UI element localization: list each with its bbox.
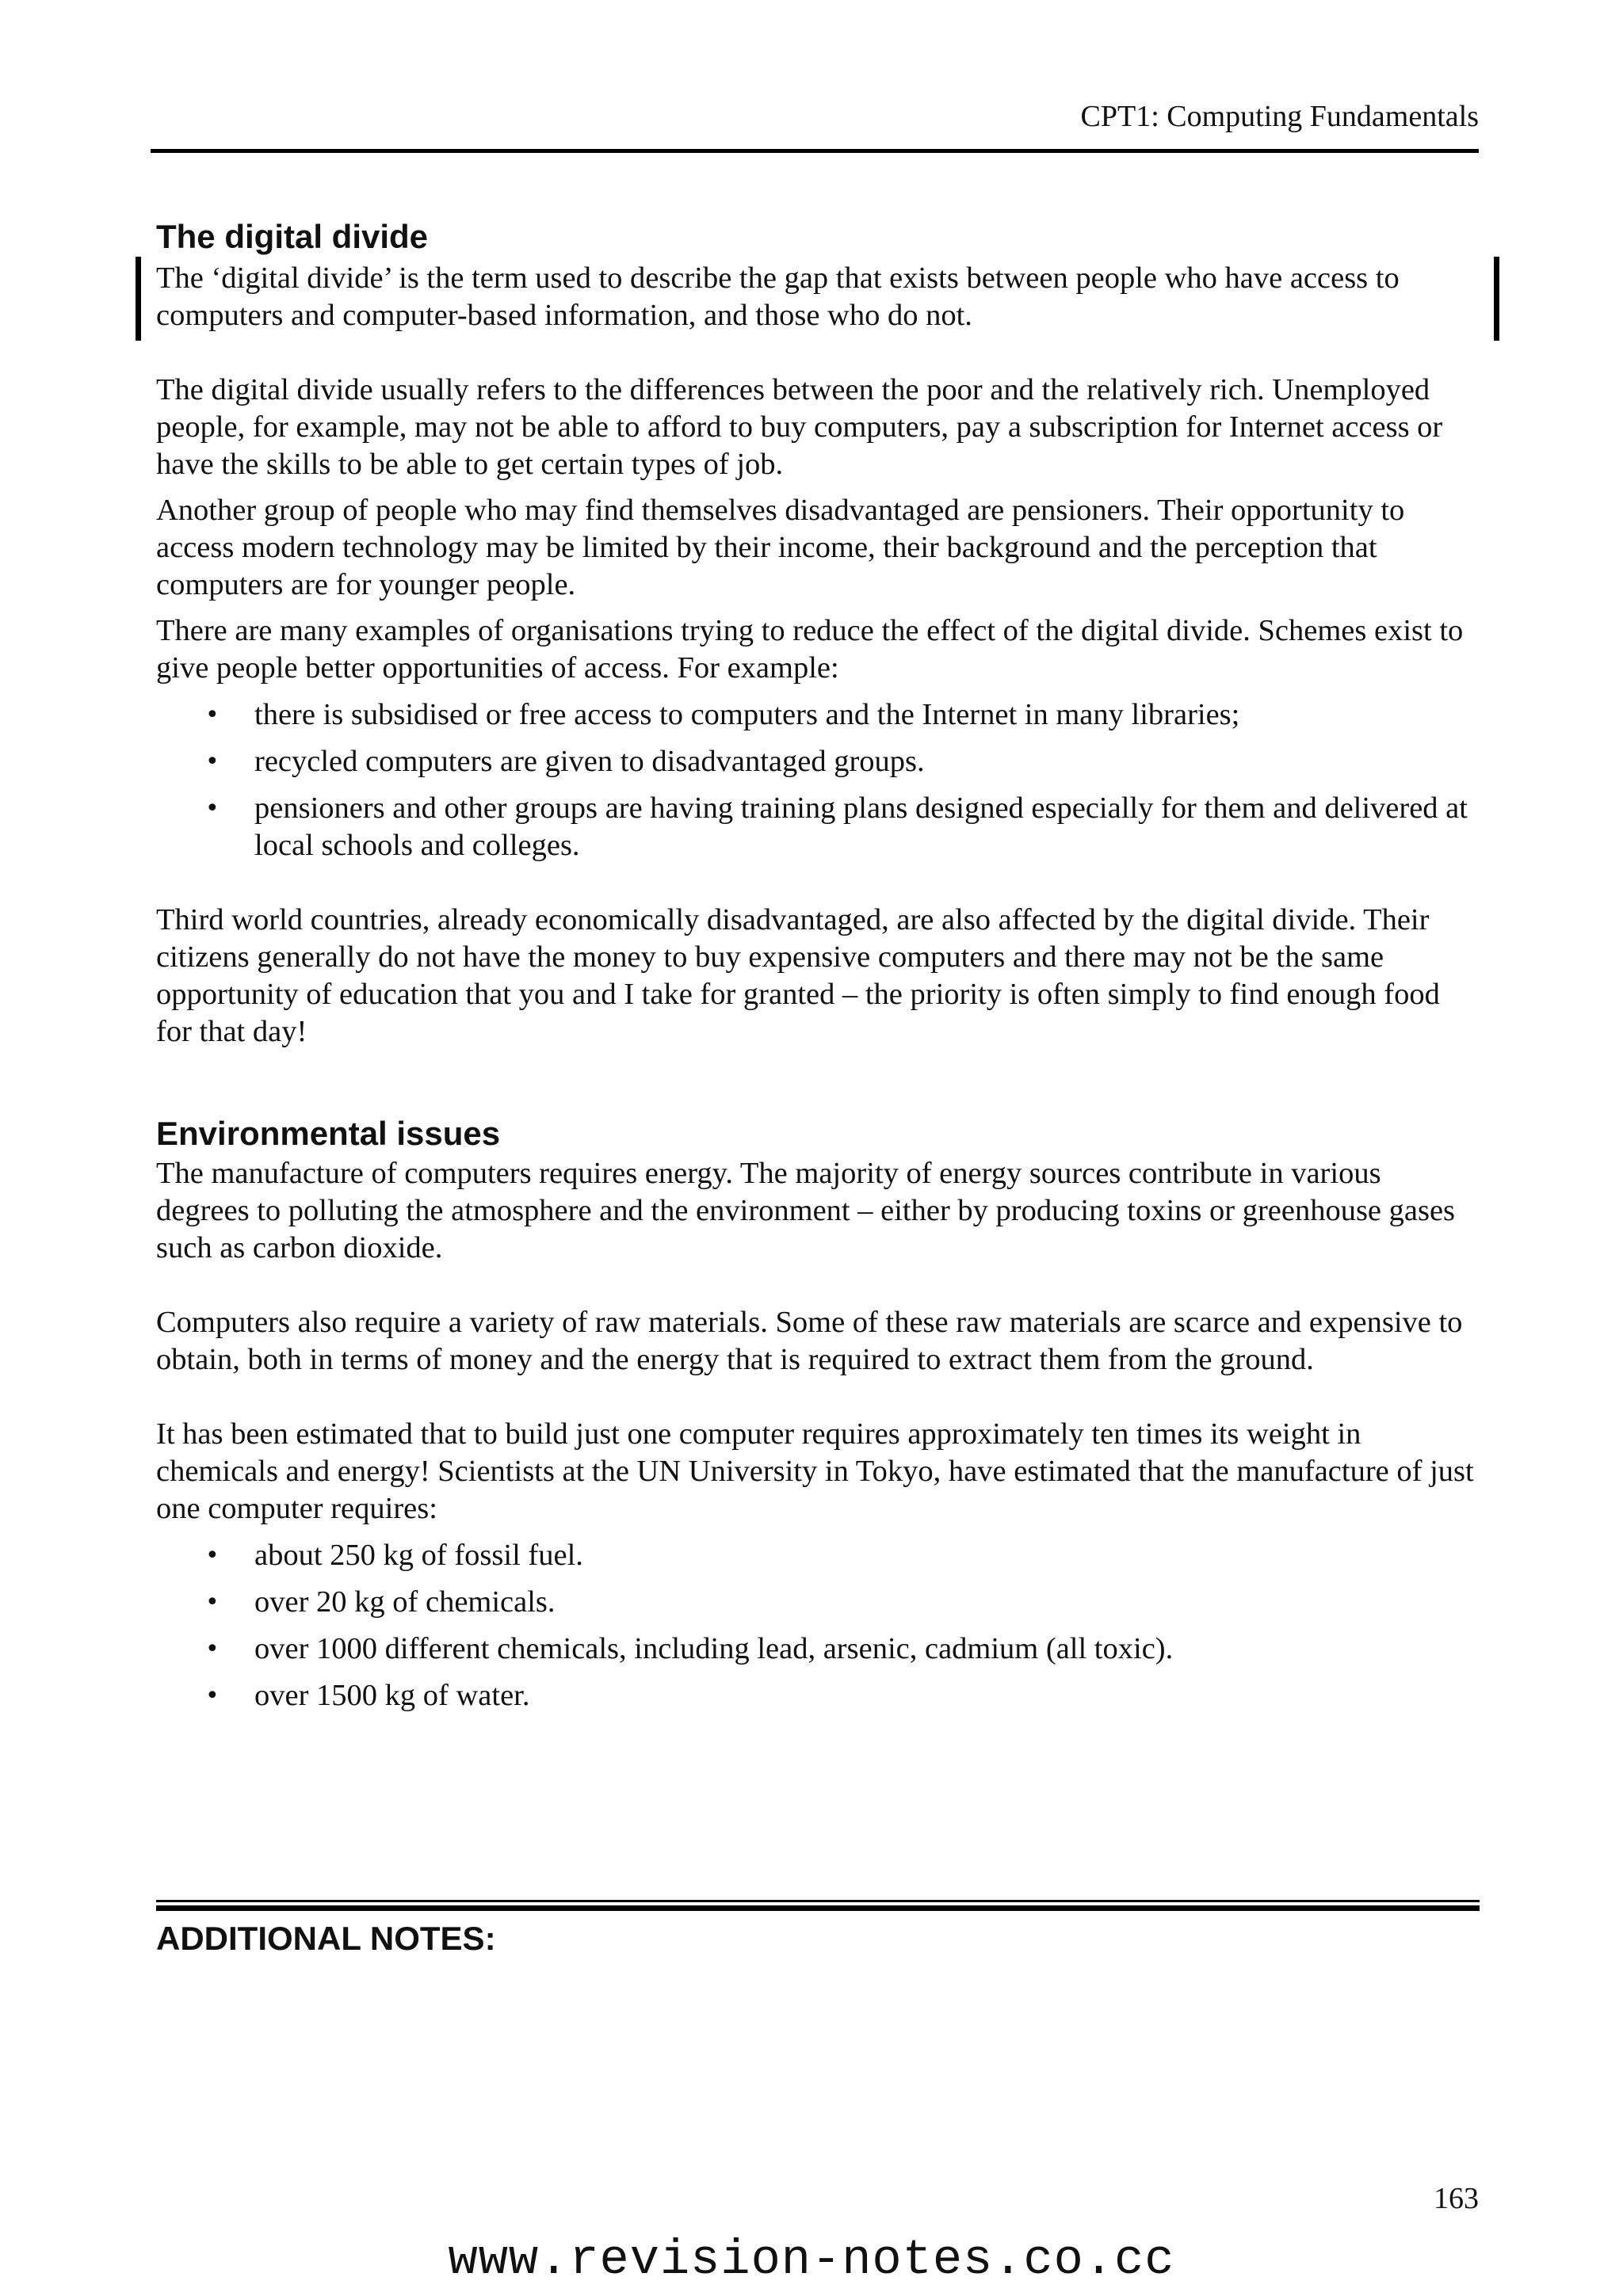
paragraph: The manufacture of computers requires energy. The majority of energy sources contribute in various degrees to polluting the atmosphere and the environment – either by producing toxins or greenhouse gases such as carbon dioxide.	[156, 1157, 1456, 1264]
change-bar-right	[1494, 257, 1499, 341]
running-header: CPT1: Computing Fundamentals	[1080, 100, 1479, 133]
paragraph: There are many examples of organisations trying to reduce the effect of the digital divide. Schemes exist to give people better opportunities of access. For example:	[156, 614, 1464, 685]
bullet-icon: •	[205, 701, 220, 729]
bullet-icon: •	[205, 1589, 220, 1616]
list-item	[156, 1537, 1480, 1574]
paragraph: It has been estimated that to build just one computer requires approximately ten times its weight in chemicals and energy! Scientists at the UN University in Tokyo, have estimated that the manufacture of just one computer requires:	[156, 1417, 1474, 1525]
bullet-icon: •	[205, 795, 220, 822]
list-item-text: recycled computers are given to disadvantaged groups.	[254, 745, 925, 778]
header-rule	[151, 149, 1479, 153]
change-bar-left	[136, 257, 141, 341]
list-item-text: pensioners and other groups are having training plans designed especially for them and delivered at local schools and colleges.	[254, 791, 1468, 862]
divider-thick-line	[156, 1905, 1480, 1911]
list-item	[156, 743, 1480, 780]
heading-digital-divide: The digital divide	[156, 218, 429, 255]
computer-requirements-list	[156, 1537, 1480, 1714]
list-item	[156, 790, 1480, 864]
list-item	[156, 1584, 1480, 1621]
list-item-text: over 20 kg of chemicals.	[254, 1585, 556, 1619]
additional-notes-heading: ADDITIONAL NOTES:	[156, 1920, 496, 1957]
list-item	[156, 696, 1480, 734]
page-number: 163	[1434, 2182, 1479, 2215]
bullet-icon: •	[205, 1635, 220, 1663]
paragraph: The digital divide usually refers to the differences between the poor and the relatively rich. Unemployed people, for example, may not be able to afford to buy computers, pay a subscription for Internet access or have the skills to be able to get certain types of job.	[156, 373, 1443, 481]
list-item-text: there is subsidised or free access to computers and the Internet in many libraries;	[254, 698, 1240, 731]
definition-box	[156, 260, 1480, 334]
divider-thin-line	[156, 1900, 1480, 1902]
list-item-text: over 1000 different chemicals, including lead, arsenic, cadmium (all toxic).	[254, 1632, 1174, 1665]
paragraph: Another group of people who may find themselves disadvantaged are pensioners. Their opportunity to access modern technology may be limited by their income, their background and the perception that computers are for younger people.	[156, 494, 1405, 601]
paragraph: Computers also require a variety of raw materials. Some of these raw materials are scarce and expensive to obtain, both in terms of money and the energy that is required to extract them from the ground.	[156, 1306, 1463, 1376]
access-schemes-list	[156, 696, 1480, 864]
bullet-icon: •	[205, 748, 220, 776]
site-url: www.revision-notes.co.cc	[448, 2232, 1175, 2288]
definition-paragraph: The ‘digital divide’ is the term used to describe the gap that exists between people who have access to computers and computer-based information, and those who do not.	[156, 261, 1400, 332]
list-item-text: over 1500 kg of water.	[254, 1679, 530, 1712]
bullet-icon: •	[205, 1542, 220, 1569]
list-item	[156, 1677, 1480, 1714]
page-content	[156, 215, 1480, 1724]
heading-environmental-issues: Environmental issues	[156, 1115, 501, 1152]
list-item-text: about 250 kg of fossil fuel.	[254, 1539, 583, 1572]
notes-divider	[156, 1900, 1480, 1911]
list-item	[156, 1630, 1480, 1668]
paragraph: Third world countries, already economically disadvantaged, are also affected by the digital divide. Their citizens generally do not have the money to buy expensive computers and there may not be the same opportunity of education that you and I take for granted – the priority is often simply to find enough food for that day!	[156, 903, 1440, 1048]
bullet-icon: •	[205, 1682, 220, 1710]
